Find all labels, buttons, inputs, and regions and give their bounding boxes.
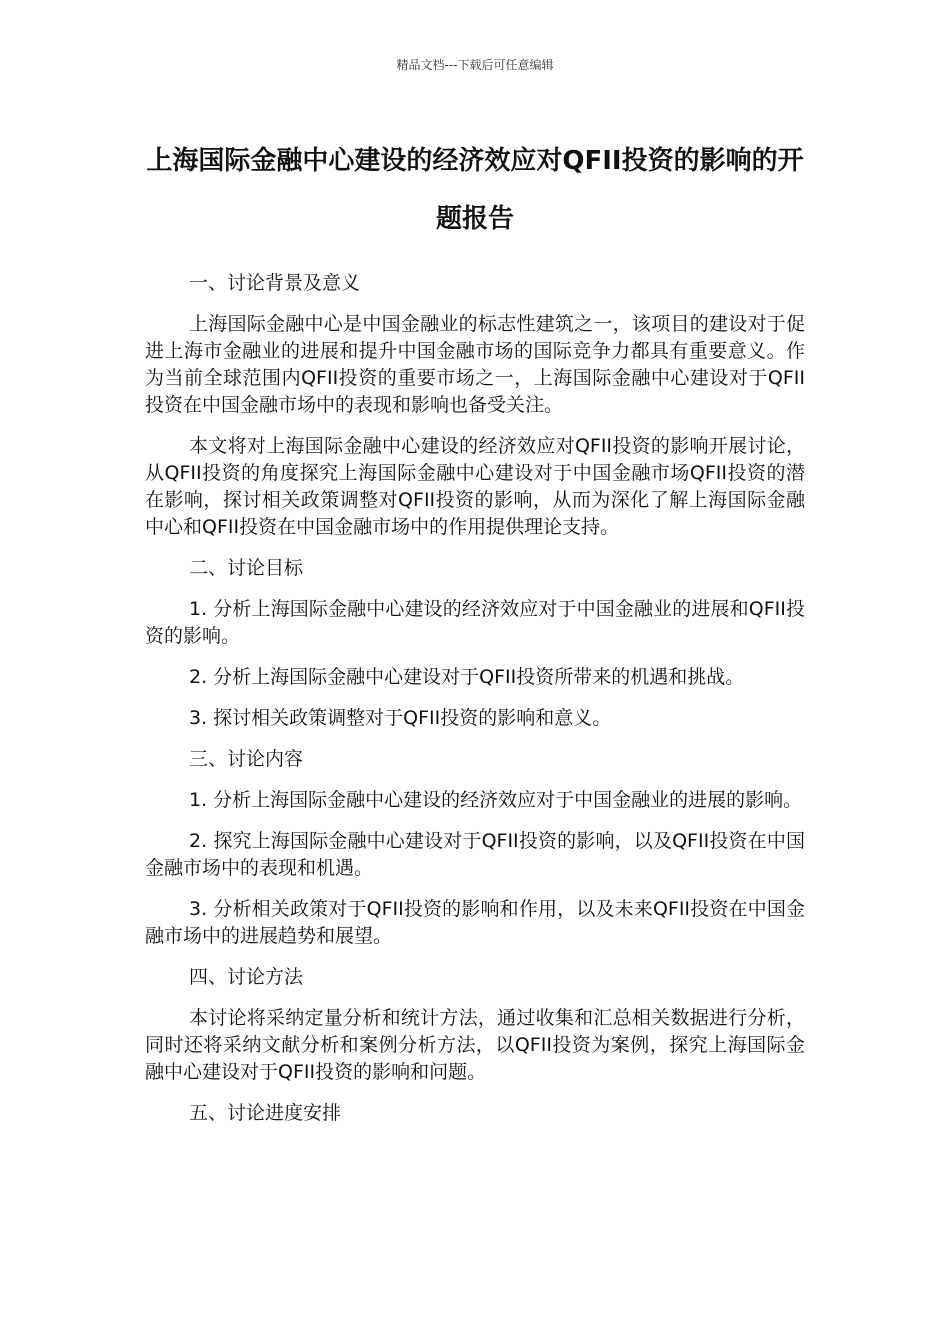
section-heading: 四、讨论方法 (189, 966, 304, 988)
body-paragraph: 上海国际金融中心是中国金融业的标志性建筑之一，该项目的建设对于促进上海市金融业的进展和提升中国金融市场的国际竞争力都具有重要意义。作为当前全球范围内QFII投资的重要市场之一，上海国际金融中心建设对于QFII投资在中国金融市场中的表现和影响也备受关注。 (145, 313, 805, 416)
list-paragraph: 3. 探讨相关政策调整对于QFII投资的影响和意义。 (189, 707, 612, 729)
section-heading: 三、讨论内容 (189, 748, 304, 770)
list-paragraph: 2. 分析上海国际金融中心建设对于QFII投资所带来的机遇和挑战。 (189, 666, 745, 688)
list-paragraph: 2. 探究上海国际金融中心建设对于QFII投资的影响，以及QFII投资在中国金融市场中的表现和机遇。 (145, 830, 805, 879)
list-paragraph: 3. 分析相关政策对于QFII投资的影响和作用，以及未来QFII投资在中国金融市场中的进展趋势和展望。 (145, 898, 805, 947)
body-paragraph: 本文将对上海国际金融中心建设的经济效应对QFII投资的影响开展讨论，从QFII投资的角度探究上海国际金融中心建设对于中国金融市场QFII投资的潜在影响，探讨相关政策调整对QFII投资的影响，从而为深化了解上海国际金融中心和QFII投资在中国金融市场中的作用提供理论支持。 (145, 435, 805, 538)
list-paragraph: 1. 分析上海国际金融中心建设的经济效应对于中国金融业的进展的影响。 (189, 789, 803, 811)
section-heading: 五、讨论进度安排 (189, 1102, 342, 1124)
document-title: 上海国际金融中心建设的经济效应对QFII投资的影响的开题报告 (146, 146, 804, 234)
list-paragraph: 1. 分析上海国际金融中心建设的经济效应对于中国金融业的进展和QFII投资的影响。 (145, 598, 805, 647)
document-body (145, 270, 805, 1141)
page-header: 精品文档---下载后可任意编辑 (396, 58, 554, 72)
section-heading: 一、讨论背景及意义 (189, 272, 361, 294)
section-heading: 二、讨论目标 (189, 557, 304, 579)
body-paragraph: 本讨论将采纳定量分析和统计方法，通过收集和汇总相关数据进行分析，同时还将采纳文献分析和案例分析方法，以QFII投资为案例，探究上海国际金融中心建设对于QFII投资的影响和问题。 (145, 1007, 805, 1083)
